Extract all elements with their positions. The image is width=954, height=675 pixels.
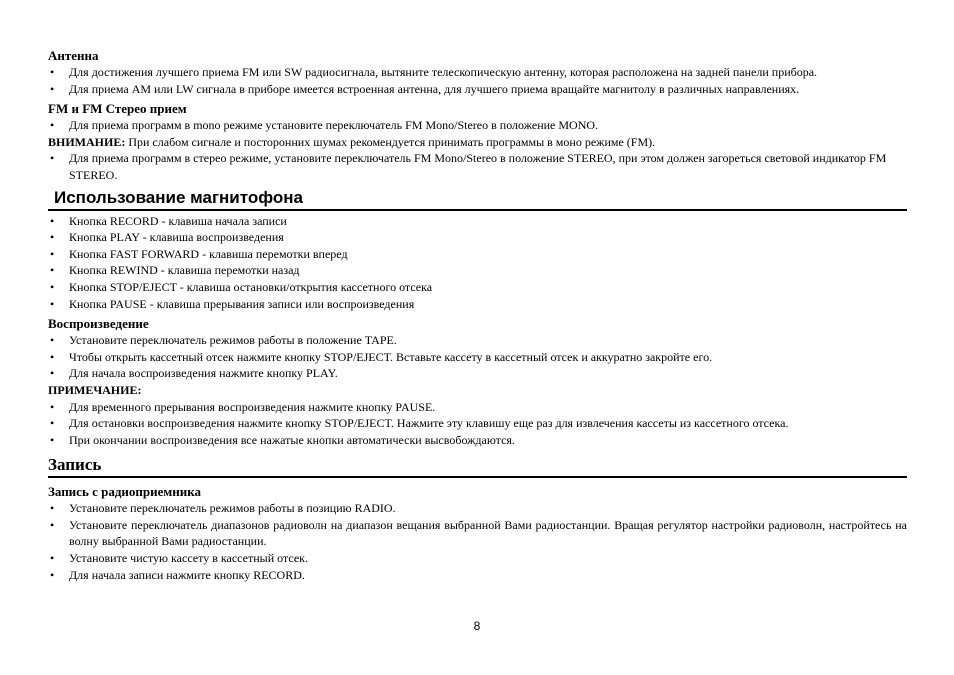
list-item: • Установите переключатель диапазонов радиоволн на диапазон вещания выбранной Вами радиостанции. Вращая регулятор настройки радиоволн, настройтесь на волну выбранной Вами радиостанции. [48, 517, 907, 550]
list-item: • Для достижения лучшего приема FM или SW радиосигнала, вытяните телескопическую антенну, которая расположена на задней панели прибора. [48, 64, 907, 81]
section-title-record: Запись [48, 454, 907, 478]
section-heading-playback: Воспроизведение [48, 316, 149, 332]
warning-paragraph [48, 134, 907, 151]
section-heading-antenna: Антенна [48, 48, 99, 63]
list-item: • Кнопка REWIND - клавиша перемотки назад [48, 262, 907, 279]
list-item: • Установите переключатель режимов работы в позицию RADIO. [48, 500, 907, 517]
list-item: • Для приема программ в mono режиме установите переключатель FM Mono/Stereo в положение MONO. [48, 117, 907, 134]
list-item: • Для начала воспроизведения нажмите кнопку PLAY. [48, 365, 907, 382]
list-item: • Установите чистую кассету в кассетный отсек. [48, 550, 907, 567]
page-number: 8 [473, 619, 481, 633]
warning-text: При слабом сигнале и посторонних шумах рекомендуется принимать программы в моно режиме (FM). [125, 134, 656, 149]
list-item: • Для временного прерывания воспроизведения нажмите кнопку PAUSE. [48, 399, 907, 416]
list-item: • Установите переключатель режимов работы в положение TAPE. [48, 332, 907, 349]
warning-label: ВНИМАНИЕ: [48, 134, 126, 149]
list-item: • Кнопка FAST FORWARD - клавиша перемотки вперед [48, 246, 907, 263]
section-heading-fm: FM и FM Стерео прием [48, 101, 187, 117]
section-title-tape: Использование магнитофона [48, 187, 907, 211]
list-item: • Кнопка STOP/EJECT - клавиша остановки/открытия кассетного отсека [48, 279, 907, 296]
list-item: • Для начала записи нажмите кнопку RECORD. [48, 567, 907, 584]
list-item: • Кнопка RECORD - клавиша начала записи [48, 213, 907, 230]
manual-page [48, 48, 907, 583]
note-label: ПРИМЕЧАНИЕ: [48, 382, 142, 397]
list-item: • Для приема программ в стерео режиме, установите переключатель FM Mono/Stereo в положение STEREO, при этом должен загореться световой индикатор FM STEREO. [48, 150, 907, 183]
list-item: • Для остановки воспроизведения нажмите кнопку STOP/EJECT. Нажмите эту клавишу еще раз для извлечения кассеты из кассетного отсека. [48, 415, 907, 432]
list-item: • Кнопка PLAY - клавиша воспроизведения [48, 229, 907, 246]
list-item: • Для приема AM или LW сигнала в приборе имеется встроенная антенна, для лучшего приема вращайте магнитолу в различных направлениях. [48, 81, 907, 98]
list-item: • Чтобы открыть кассетный отсек нажмите кнопку STOP/EJECT. Вставьте кассету в кассетный отсек и аккуратно закройте его. [48, 349, 907, 366]
section-heading-record-radio: Запись с радиоприемника [48, 484, 201, 500]
list-item: • Кнопка PAUSE - клавиша прерывания записи или воспроизведения [48, 296, 907, 313]
list-item: • При окончании воспроизведения все нажатые кнопки автоматически высвобождаются. [48, 432, 907, 449]
